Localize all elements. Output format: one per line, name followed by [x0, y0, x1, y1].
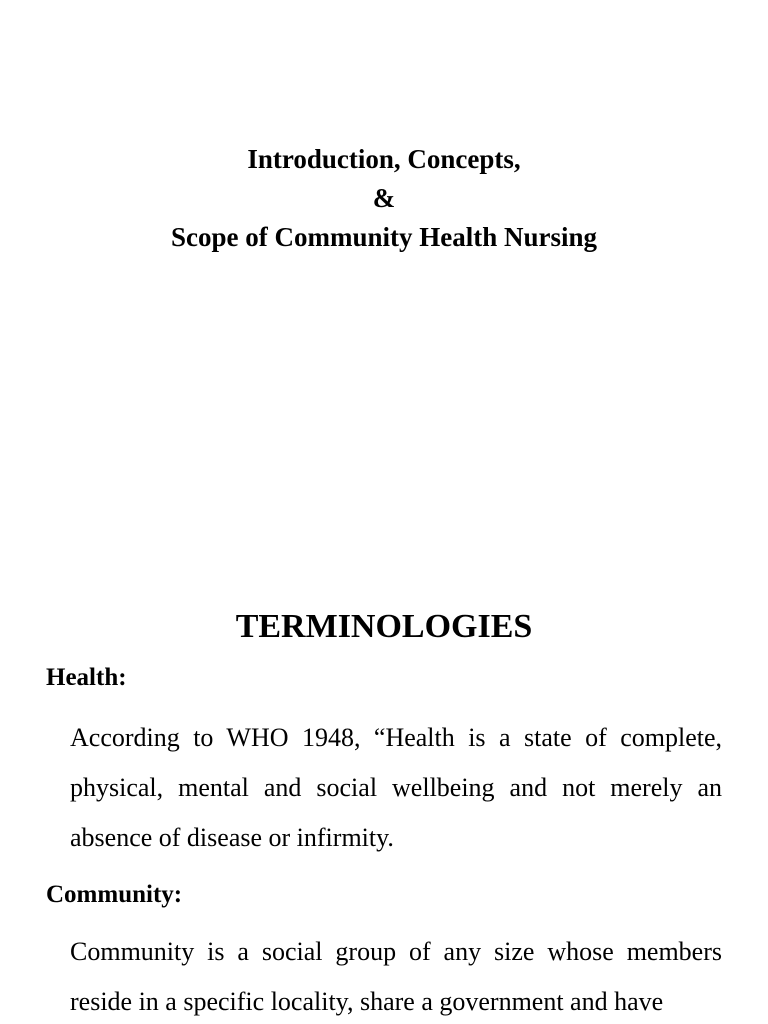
title-line-2: &	[372, 183, 396, 213]
title-line-3: Scope of Community Health Nursing	[170, 222, 597, 252]
document-title	[0, 140, 768, 257]
term-label-community: Community:	[46, 881, 183, 908]
term-definition-community: Community is a social group of any size whose members reside in a specific locality, share a government and have	[70, 937, 722, 1016]
term-label-health: Health:	[46, 664, 127, 691]
term-definition-health: According to WHO 1948, “Health is a state of complete, physical, mental and social wellbeing and not merely an absence of disease or infirmity.	[70, 723, 722, 852]
section-heading: TERMINOLOGIES	[235, 608, 533, 645]
title-line-1: Introduction, Concepts,	[247, 144, 521, 174]
